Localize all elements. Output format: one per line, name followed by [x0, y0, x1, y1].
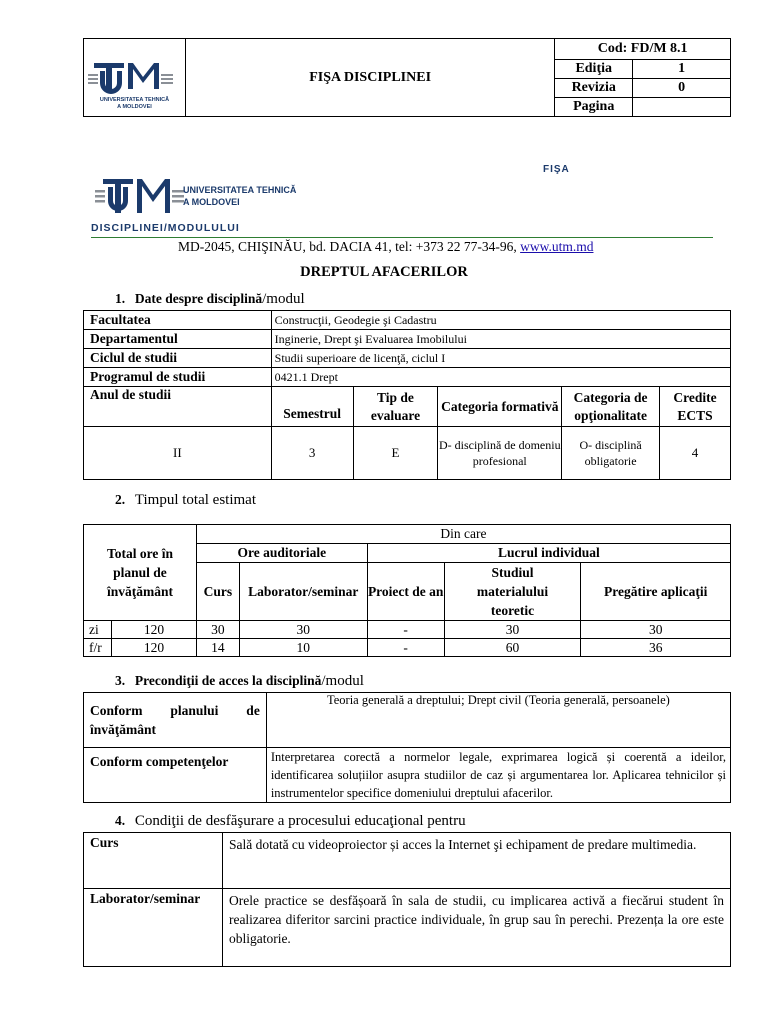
section1-table	[83, 310, 731, 480]
revision-label: Revizia	[555, 79, 633, 98]
header-logo-line1: UNIVERSITATEA TEHNICĂ	[99, 96, 170, 103]
credits-header: Credite ECTS	[660, 387, 731, 427]
section4-title: Condiţii de desfăşurare a procesului educaţional pentru	[134, 813, 466, 829]
lab-conditions-value: Orele practice se desfășoară în sala de studii, cu implicarea activă a fiecărui student în realizarea diferitor sarcini practice individuale, în grup sau în perechi. Prezența la ore este obligatorie.	[222, 889, 730, 967]
year-label: Anul de studii	[84, 387, 272, 427]
optionality-value: O- disciplină obligatorie	[562, 427, 660, 480]
row-fr-lab: 10	[239, 639, 367, 657]
row-zi-studiul: 30	[444, 621, 581, 639]
department-label: Departamentul	[84, 330, 272, 349]
banner-utm-logo	[95, 176, 185, 220]
competence-label: Conform competenţelor	[84, 748, 267, 803]
proiect-header: Proiect de an	[367, 563, 444, 621]
row-fr-total: 120	[111, 639, 196, 657]
revision-value: 0	[633, 79, 731, 98]
doc-code: Cod: FD/M 8.1	[555, 39, 731, 60]
row-zi-curs: 30	[196, 621, 239, 639]
edition-value: 1	[633, 60, 731, 79]
page-label: Pagina	[555, 98, 633, 117]
row-zi-form: zi	[84, 621, 112, 639]
section2-number: 2.	[115, 492, 126, 507]
section3-title: Precondiţii de acces la disciplină	[134, 673, 322, 688]
section3-number: 3.	[115, 673, 126, 688]
row-zi-proiect: -	[367, 621, 444, 639]
page-value	[633, 98, 731, 117]
website-link[interactable]: www.utm.md	[520, 239, 594, 254]
section1-title: Date despre disciplină	[134, 291, 263, 306]
row-zi-total: 120	[111, 621, 196, 639]
program-label: Programul de studii	[84, 368, 272, 387]
total-hours-header: Total ore în planul de învăţământ	[84, 525, 197, 621]
row-zi-pregatire: 30	[581, 621, 731, 639]
banner-subtitle: DISCIPLINEI/MODULULUI	[91, 222, 240, 234]
cycle-label: Ciclul de studii	[84, 349, 272, 368]
plan-value: Teoria generală a dreptului; Drept civil (Teoria generală, persoanele)	[266, 693, 730, 748]
formative-value: D- disciplină de domeniu profesional	[438, 427, 562, 480]
curs-conditions-value: Sală dotată cu videoproiector și acces la Internet şi echipament de predare multimedia.	[222, 833, 730, 889]
credits-value: 4	[660, 427, 731, 480]
section4-number: 4.	[115, 813, 126, 828]
banner-fisa: FIŞA	[543, 164, 570, 175]
studiul-header: Studiul materialului teoretic	[444, 563, 581, 621]
semester-value: 3	[271, 427, 353, 480]
row-fr-proiect: -	[367, 639, 444, 657]
pregatire-header: Pregătire aplicaţii	[581, 563, 731, 621]
evaluation-value: E	[353, 427, 438, 480]
competence-value: Interpretarea corectă a normelor legale, exprimarea logică și coerentă a ideilor, identificarea soluțiilor asupra studiilor de caz și argumentarea lor. Aplicarea tehnicilor și instrumentelor specifice domeniului dreptului afacerilor.	[266, 748, 730, 803]
lab-header: Laborator/seminar	[239, 563, 367, 621]
curs-header: Curs	[196, 563, 239, 621]
banner-logo-line2: A MOLDOVEI	[183, 197, 240, 207]
din-care-header: Din care	[196, 525, 730, 544]
year-value: II	[84, 427, 272, 480]
header-logo-cell	[84, 39, 186, 117]
doc-title: FIŞA DISCIPLINEI	[185, 39, 554, 117]
edition-label: Ediţia	[555, 60, 633, 79]
row-fr-studiul: 60	[444, 639, 581, 657]
formative-header: Categoria formativă	[438, 387, 562, 427]
curs-conditions-label: Curs	[84, 833, 223, 889]
section3-heading	[115, 673, 364, 690]
row-fr-form: f/r	[84, 639, 112, 657]
section2-heading	[115, 492, 256, 509]
section2-title: Timpul total estimat	[134, 492, 256, 508]
row-zi-lab: 30	[239, 621, 367, 639]
banner-logo-line1: UNIVERSITATEA TEHNICĂ	[183, 185, 297, 195]
course-title: DREPTUL AFACERILOR	[300, 264, 468, 280]
faculty-value: Construcţii, Geodegie şi Cadastru	[271, 311, 730, 330]
cycle-value: Studii superioare de licenţă, ciclul I	[271, 349, 730, 368]
banner-rule	[91, 237, 713, 238]
section1-heading	[115, 291, 305, 308]
department-value: Inginerie, Drept şi Evaluarea Imobilului	[271, 330, 730, 349]
ore-auditoriale-header: Ore auditoriale	[196, 544, 367, 563]
evaluation-header: Tip de evaluare	[353, 387, 438, 427]
optionality-header: Categoria de opţionalitate	[562, 387, 660, 427]
program-value: 0421.1 Drept	[271, 368, 730, 387]
row-fr-curs: 14	[196, 639, 239, 657]
address-line	[178, 239, 593, 255]
section4-table	[83, 832, 731, 967]
semester-header: Semestrul	[271, 387, 353, 427]
row-fr-pregatire: 36	[581, 639, 731, 657]
lucrul-individual-header: Lucrul individual	[367, 544, 730, 563]
section4-heading	[115, 813, 466, 830]
header-table	[83, 38, 731, 117]
section1-title-rest: /modul	[262, 291, 305, 307]
section3-title-rest: /modul	[321, 673, 364, 689]
header-logo-line2: A MOLDOVEI	[117, 103, 152, 110]
section2-table	[83, 524, 731, 657]
address-text: MD-2045, CHIŞINĂU, bd. DACIA 41, tel: +373 22 77-34-96,	[178, 239, 517, 254]
faculty-label: Facultatea	[84, 311, 272, 330]
lab-conditions-label: Laborator/seminar	[84, 889, 223, 967]
plan-label: Conform planului de învăţământ	[84, 693, 267, 748]
section3-table	[83, 692, 731, 803]
section1-number: 1.	[115, 291, 126, 306]
